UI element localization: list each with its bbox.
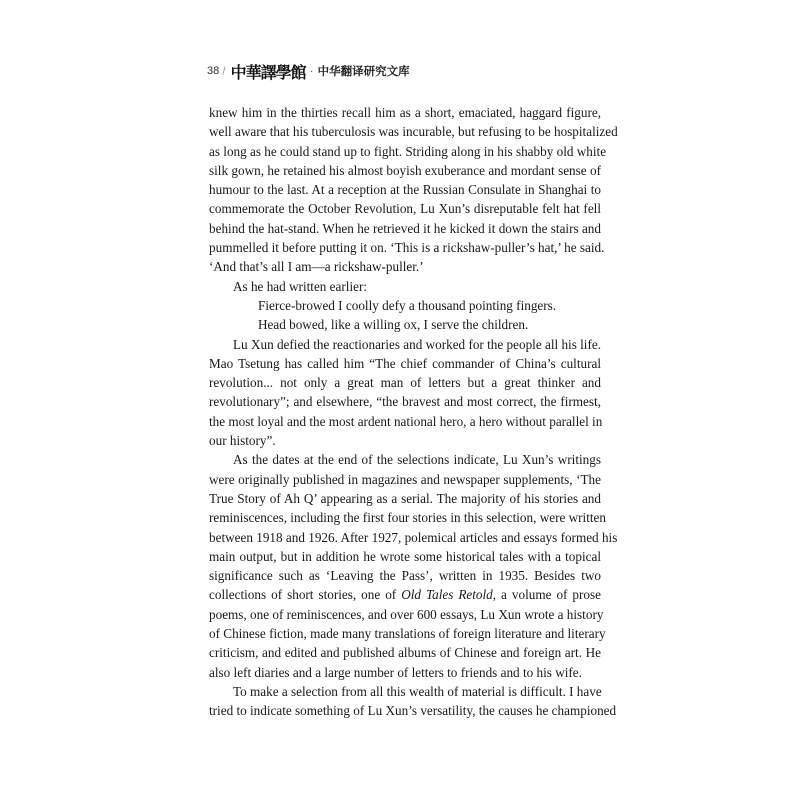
header-separator: / (222, 64, 226, 78)
text-line: Lu Xun defied the reactionaries and worked for the people all his life. (233, 336, 602, 352)
text-line: True Story of Ah Q’ appearing as a serial. The majority of his stories and (209, 490, 601, 506)
text-line: our history”. (209, 433, 276, 449)
text-line: humour to the last. At a reception at the Russian Consulate in Shanghai to (209, 182, 601, 198)
text-line: revolution... not only a great man of letters but a great thinker and (209, 375, 601, 391)
text-line: Mao Tsetung has called him “The chief commander of China’s cultural (209, 355, 601, 371)
text-line: of Chinese fiction, made many translations of foreign literature and literary (209, 626, 606, 642)
text-line: between 1918 and 1926. After 1927, polemical articles and essays formed his (209, 529, 618, 545)
text-line (209, 585, 601, 604)
text-line: reminiscences, including the first four stories in this selection, were written (209, 510, 606, 526)
text-line: ‘And that’s all I am—a rickshaw-puller.’ (209, 259, 424, 275)
text-line: behind the hat-stand. When he retrieved it he kicked it down the stairs and (209, 220, 601, 236)
text-line: As the dates at the end of the selections indicate, Lu Xun’s writings (233, 452, 601, 468)
text-line: significance such as ‘Leaving the Pass’, written in 1935. Besides two (209, 568, 601, 584)
text-line: well aware that his tuberculosis was incurable, but refusing to be hospitalized (209, 124, 618, 140)
text-line: main output, but in addition he wrote some historical tales with a topical (209, 548, 601, 564)
text-line: as long as he could stand up to fight. Striding along in his shabby old white (209, 143, 607, 159)
text-line: pummelled it before putting it on. ‘This is a rickshaw-puller’s hat,’ he said. (209, 240, 605, 256)
publisher-logo: 中華譯學館 (230, 64, 306, 82)
text-line: To make a selection from all this wealth of material is difficult. I have (233, 683, 602, 699)
text-line: commemorate the October Revolution, Lu Xun’s disreputable felt hat fell (209, 201, 601, 217)
text-segment: collections of short stories, one of (209, 587, 402, 603)
header-dot: · (309, 63, 314, 78)
running-header (207, 61, 410, 81)
text-line: knew him in the thirties recall him as a short, emaciated, haggard figure, (209, 105, 601, 120)
poem-line: Head bowed, like a willing ox, I serve the children. (258, 317, 529, 333)
text-line: As he had written earlier: (233, 278, 368, 294)
text-segment: , a volume of prose (492, 587, 601, 603)
text-line: revolutionary”; and elsewhere, “the bravest and most correct, the firmest, (209, 394, 601, 410)
text-line: tried to indicate something of Lu Xun’s versatility, the causes he championed (209, 703, 617, 719)
italic-title: Old Tales Retold (401, 587, 493, 603)
body-text (209, 103, 618, 721)
page-number: 38 (207, 65, 220, 77)
text-line: the most loyal and the most ardent national hero, a hero without parallel in (209, 413, 603, 429)
text-line: also left diaries and a large number of letters to friends and to his wife. (209, 664, 582, 680)
text-line: were originally published in magazines and newspaper supplements, ‘The (209, 471, 601, 487)
series-title: 中华翻译研究文库 (317, 66, 410, 78)
text-line: silk gown, he retained his almost boyish exuberance and mordant sense of (209, 162, 601, 178)
text-line: poems, one of reminiscences, and over 600 essays, Lu Xun wrote a history (209, 606, 604, 622)
text-line: criticism, and edited and published albums of Chinese and foreign art. He (209, 645, 601, 661)
poem-line: Fierce-browed I coolly defy a thousand pointing fingers. (258, 297, 557, 313)
